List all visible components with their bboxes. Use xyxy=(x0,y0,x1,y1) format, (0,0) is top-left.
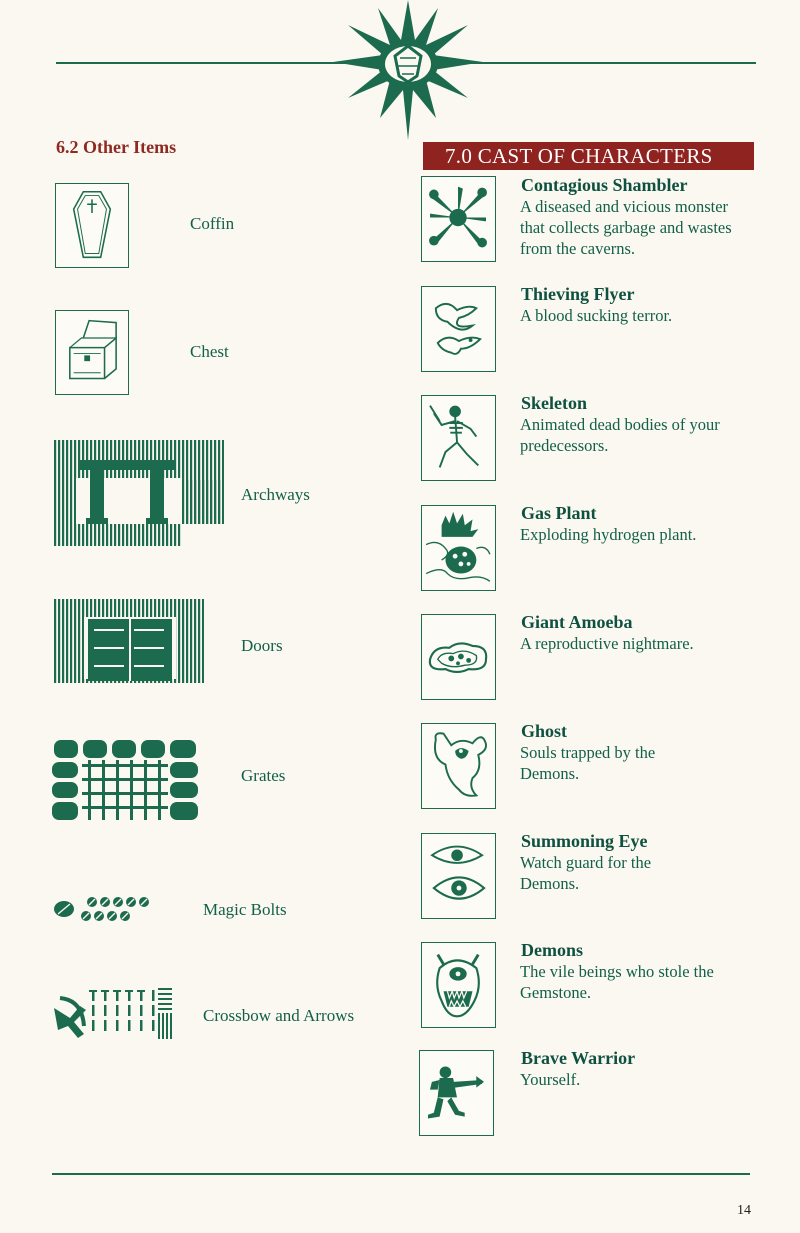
item-label-doors: Doors xyxy=(241,636,283,655)
character-name-demons: Demons xyxy=(521,940,583,960)
chest-frame xyxy=(55,310,129,395)
flyer-icon xyxy=(422,287,495,370)
character-desc-shambler: A diseased and vicious monster that collects garbage and wastes from the caverns. xyxy=(520,197,732,258)
character-desc-warrior: Yourself. xyxy=(520,1070,581,1089)
character-frame-flyer xyxy=(421,286,496,372)
shambler-icon xyxy=(422,177,495,260)
character-name-skeleton: Skeleton xyxy=(521,393,588,413)
section-title-other-items: 6.2 Other Items xyxy=(56,137,177,157)
character-name-flyer: Thieving Flyer xyxy=(521,284,635,304)
gas-plant-icon xyxy=(422,506,495,589)
item-label-archways: Archways xyxy=(241,485,310,504)
character-desc-eye: Watch guard for the Demons. xyxy=(520,853,652,893)
crossbow-icon xyxy=(52,986,174,1042)
door-icon xyxy=(54,599,204,683)
magic-bolts-icon xyxy=(52,895,152,925)
character-name-warrior: Brave Warrior xyxy=(521,1048,636,1068)
character-desc-skeleton: Animated dead bodies of your predecessors. xyxy=(520,415,720,455)
eye-icon xyxy=(422,834,495,917)
warrior-icon xyxy=(420,1051,493,1134)
character-frame-demon xyxy=(421,942,496,1028)
character-name-shambler: Contagious Shambler xyxy=(521,175,688,195)
character-desc-gas-plant: Exploding hydrogen plant. xyxy=(520,525,697,544)
character-frame-amoeba xyxy=(421,614,496,700)
gem-emblem-icon xyxy=(318,0,498,145)
character-frame-warrior xyxy=(419,1050,494,1136)
coffin-icon xyxy=(56,184,128,266)
bottom-rule xyxy=(52,1173,750,1175)
item-label-coffin: Coffin xyxy=(190,214,235,233)
section-banner-cast: 7.0 CAST OF CHARACTERS xyxy=(423,142,754,170)
item-label-magic-bolts: Magic Bolts xyxy=(203,900,287,919)
archway-icon xyxy=(54,440,224,546)
page-number: 14 xyxy=(737,1203,751,1218)
character-frame-eye xyxy=(421,833,496,919)
demon-icon xyxy=(422,943,495,1026)
character-frame-ghost xyxy=(421,723,496,809)
character-desc-flyer: A blood sucking terror. xyxy=(520,306,673,325)
amoeba-icon xyxy=(422,615,495,698)
character-desc-ghost: Souls trapped by the Demons. xyxy=(520,743,656,783)
character-frame-skeleton xyxy=(421,395,496,481)
character-name-eye: Summoning Eye xyxy=(521,831,648,851)
character-name-amoeba: Giant Amoeba xyxy=(521,612,633,632)
character-name-gas-plant: Gas Plant xyxy=(521,503,597,523)
character-frame-gas-plant xyxy=(421,505,496,591)
item-label-grates: Grates xyxy=(241,766,286,785)
character-name-ghost: Ghost xyxy=(521,721,568,741)
chest-icon xyxy=(56,311,128,393)
character-desc-demons: The vile beings who stole the Gemstone. xyxy=(520,962,714,1002)
coffin-frame xyxy=(55,183,129,268)
character-desc-amoeba: A reproductive nightmare. xyxy=(520,634,694,653)
ghost-icon xyxy=(422,724,495,807)
skeleton-icon xyxy=(422,396,495,479)
character-frame-shambler xyxy=(421,176,496,262)
item-label-chest: Chest xyxy=(190,342,229,361)
item-label-crossbow: Crossbow and Arrows xyxy=(203,1006,355,1025)
grate-icon xyxy=(52,740,198,822)
